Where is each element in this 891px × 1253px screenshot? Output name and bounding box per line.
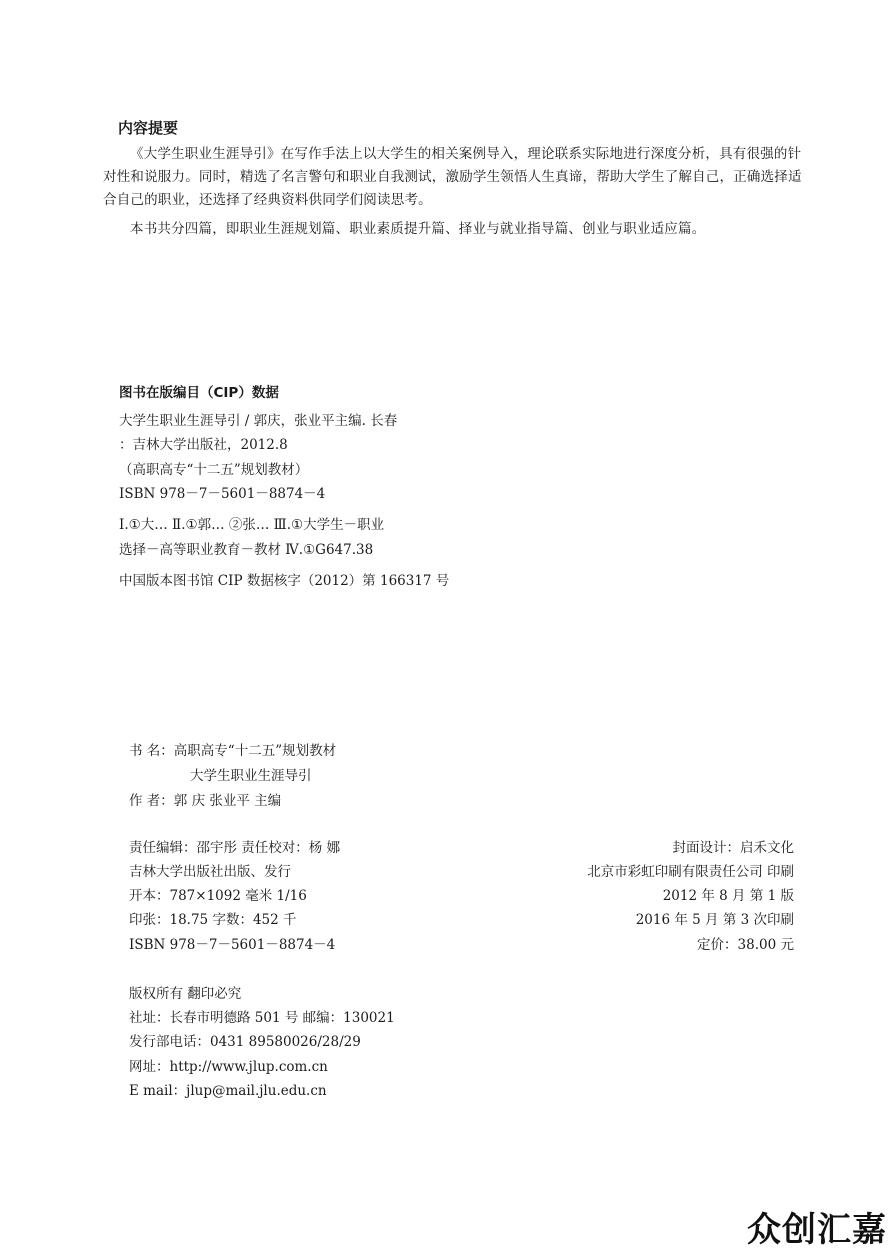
cip-line-classification-1: Ⅰ.①大… Ⅱ.①郭… ②张… Ⅲ.①大学生－职业 xyxy=(119,517,385,533)
email-line: E mail：jlup@mail.jlu.edu.cn xyxy=(129,1083,327,1099)
cip-line-publisher: ：吉林大学出版社，2012.8 xyxy=(119,437,288,453)
website-line: 网址：http://www.jlup.com.cn xyxy=(129,1059,328,1075)
printing-line: 2016 年 5 月 第 3 次印刷 xyxy=(635,912,794,928)
author-row xyxy=(129,795,281,809)
editor-line: 责任编辑：邵宇彤 责任校对：杨 娜 xyxy=(129,840,341,856)
cip-line-title-author: 大学生职业生涯导引 / 郭庆，张业平主编. 长春 xyxy=(119,413,398,429)
summary-paragraph-1: 《大学生职业生涯导引》在写作手法上以大学生的相关案例导入，理论联系实际地进行深度分析，具有很强的针对性和说服力。同时，精选了名言警句和职业自我测试，激励学生领悟人生真谛，帮助大学生了解自己，正确选择适合自己的职业，还选择了经典资料供同学们阅读思考。 xyxy=(103,146,802,208)
author-label: 作 者： xyxy=(129,793,174,809)
address-line: 社址：长春市明德路 501 号 邮编：130021 xyxy=(129,1010,395,1026)
format-line: 开本：787×1092 毫米 1/16 xyxy=(129,888,307,904)
price-line: 定价：38.00 元 xyxy=(697,937,794,953)
edition-line: 2012 年 8 月 第 1 版 xyxy=(662,888,794,904)
book-name-row xyxy=(129,745,336,759)
cip-line-record-number: 中国版本图书馆 CIP 数据核字（2012）第 166317 号 xyxy=(119,573,450,589)
summary-paragraph-2: 本书共分四篇，即职业生涯规划篇、职业素质提升篇、择业与就业指导篇、创业与职业适应篇。 xyxy=(130,221,706,237)
cover-design-line: 封面设计：启禾文化 xyxy=(672,840,794,856)
sheets-line: 印张：18.75 字数：452 千 xyxy=(129,912,297,928)
cip-line-classification-2: 选择－高等职业教育－教材 Ⅳ.①G647.38 xyxy=(119,542,374,558)
phone-line: 发行部电话：0431 89580026/28/29 xyxy=(129,1034,361,1050)
summary-title: 内容提要 xyxy=(118,119,179,137)
cip-line-series: （高职高专“十二五”规划教材） xyxy=(119,462,309,478)
book-name-series: 高职高专“十二五”规划教材 xyxy=(173,743,337,759)
author-names: 郭 庆 张业平 主编 xyxy=(173,793,282,809)
book-name-label: 书 名： xyxy=(129,743,174,759)
publisher-line: 吉林大学出版社出版、发行 xyxy=(129,864,291,880)
isbn-line: ISBN 978－7－5601－8874－4 xyxy=(129,937,336,953)
cip-line-isbn: ISBN 978－7－5601－8874－4 xyxy=(119,486,326,502)
printer-line: 北京市彩虹印刷有限责任公司 印刷 xyxy=(587,864,794,880)
copyright-line: 版权所有 翻印必究 xyxy=(129,986,242,1002)
watermark-logo: 众创汇嘉 xyxy=(747,1210,887,1250)
cip-title: 图书在版编目（CIP）数据 xyxy=(119,385,279,401)
book-name-title: 大学生职业生涯导引 xyxy=(190,768,312,784)
